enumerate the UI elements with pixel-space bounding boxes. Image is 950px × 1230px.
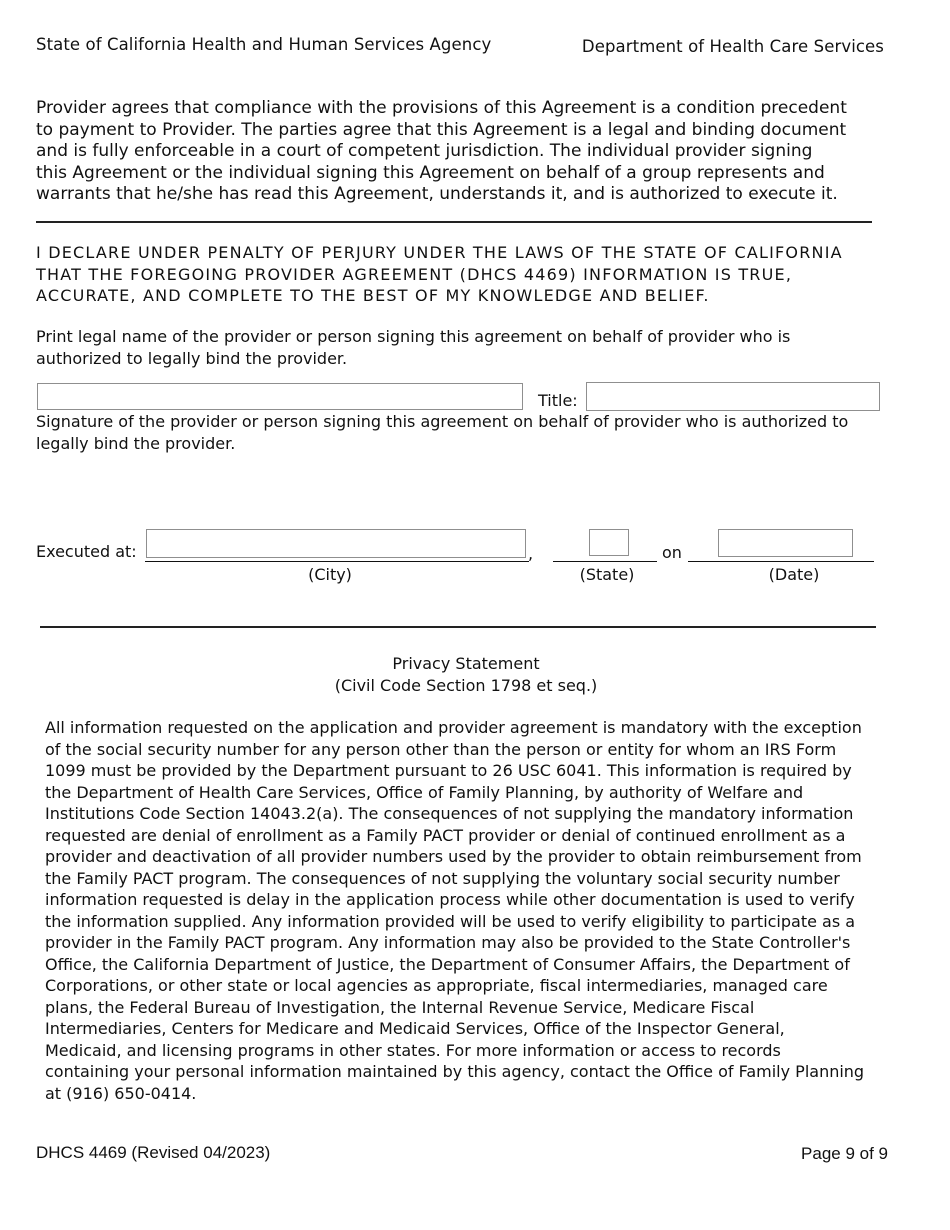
- privacy-line: the Family PACT program. The consequences of not supplying the voluntary social security number: [45, 868, 840, 888]
- declaration-line: ACCURATE, AND COMPLETE TO THE BEST OF MY KNOWLEDGE AND BELIEF.: [36, 286, 710, 305]
- instruction-line: authorized to legally bind the provider.: [36, 348, 348, 368]
- privacy-line: of the social security number for any person other than the person or entity for whom an IRS Form: [45, 739, 837, 759]
- date-input[interactable]: [718, 529, 853, 557]
- city-input[interactable]: [146, 529, 526, 558]
- privacy-line: at (916) 650-0414.: [45, 1083, 197, 1103]
- form-identifier: DHCS 4469 (Revised 04/2023): [36, 1143, 271, 1162]
- comma: ,: [528, 544, 534, 563]
- instruction-line: legally bind the provider.: [36, 433, 236, 453]
- privacy-subtitle: (Civil Code Section 1798 et seq.): [334, 676, 598, 695]
- paragraph-line: and is fully enforceable in a court of competent jurisdiction. The individual provider signing: [36, 141, 813, 161]
- privacy-title: Privacy Statement: [392, 654, 540, 673]
- privacy-line: information requested is delay in the application process while other documentation is used to verify: [45, 890, 855, 909]
- paragraph-line: to payment to Provider. The parties agree that this Agreement is a legal and binding document: [36, 119, 847, 140]
- divider-top: [36, 221, 872, 223]
- instruction-line: Print legal name of the provider or person signing this agreement on behalf of provider who is: [36, 327, 791, 346]
- header-agency: State of California Health and Human Services Agency: [36, 35, 492, 54]
- date-caption: (Date): [768, 565, 820, 584]
- privacy-line: Corporations, or other state or local agencies as appropriate, fiscal intermediaries, managed care: [45, 976, 828, 995]
- privacy-line: provider and deactivation of all provider numbers used by the provider to obtain reimbursement from: [45, 847, 862, 866]
- privacy-line: the information supplied. Any information provided will be used to verify eligibility to participate as a: [45, 911, 856, 931]
- divider-bottom: [40, 626, 876, 628]
- print-name-instruction: [36, 326, 916, 369]
- privacy-line: provider in the Family PACT program. Any information may also be provided to the State Controller's: [45, 933, 851, 952]
- city-caption: (City): [308, 565, 352, 584]
- paragraph-line: this Agreement or the individual signing this Agreement on behalf of a group represents and: [36, 162, 825, 183]
- state-underline: [553, 561, 657, 562]
- privacy-line: Intermediaries, Centers for Medicare and Medicaid Services, Office of the Inspector General,: [45, 1019, 785, 1038]
- title-input[interactable]: [586, 382, 880, 411]
- date-underline: [688, 561, 874, 562]
- paragraph-line: warrants that he/she has read this Agreement, understands it, and is authorized to execute it.: [36, 184, 838, 204]
- signature-instruction: [36, 411, 926, 454]
- on-label: on: [662, 543, 682, 562]
- declaration-line: THAT THE FOREGOING PROVIDER AGREEMENT (DHCS 4469) INFORMATION IS TRUE,: [36, 264, 793, 284]
- privacy-line: containing your personal information maintained by this agency, contact the Office of Family Planning: [45, 1062, 865, 1081]
- state-caption: (State): [579, 565, 635, 584]
- privacy-line: plans, the Federal Bureau of Investigation, the Internal Revenue Service, Medicare Fiscal: [45, 997, 755, 1017]
- privacy-line: 1099 must be provided by the Department pursuant to 26 USC 6041. This information is required by: [45, 761, 852, 780]
- legal-name-input[interactable]: [37, 383, 523, 410]
- header-department: Department of Health Care Services: [581, 37, 884, 56]
- title-label: Title:: [538, 391, 578, 410]
- instruction-line: Signature of the provider or person signing this agreement on behalf of provider who is authorized to: [36, 412, 849, 431]
- privacy-line: the Department of Health Care Services, Office of Family Planning, by authority of Welfare and: [45, 782, 804, 802]
- agreement-paragraph: [36, 98, 916, 206]
- declaration-line: I DECLARE UNDER PENALTY OF PERJURY UNDER THE LAWS OF THE STATE OF CALIFORNIA: [36, 243, 843, 262]
- privacy-line: requested are denial of enrollment as a Family PACT provider or denial of continued enrollment as a: [45, 825, 846, 845]
- paragraph-line: Provider agrees that compliance with the provisions of this Agreement is a condition precedent: [36, 98, 847, 118]
- privacy-statement-body: [45, 717, 930, 1104]
- privacy-line: Office, the California Department of Justice, the Department of Consumer Affairs, the Department of: [45, 954, 850, 974]
- executed-at-label: Executed at:: [36, 542, 137, 561]
- perjury-declaration: [36, 242, 916, 307]
- city-underline: [145, 561, 529, 562]
- privacy-line: Medicaid, and licensing programs in other states. For more information or access to records: [45, 1040, 781, 1060]
- privacy-line: Institutions Code Section 14043.2(a). The consequences of not supplying the mandatory information: [45, 804, 854, 823]
- page-number: Page 9 of 9: [801, 1144, 888, 1163]
- state-input[interactable]: [589, 529, 629, 556]
- privacy-line: All information requested on the application and provider agreement is mandatory with the exception: [45, 718, 862, 737]
